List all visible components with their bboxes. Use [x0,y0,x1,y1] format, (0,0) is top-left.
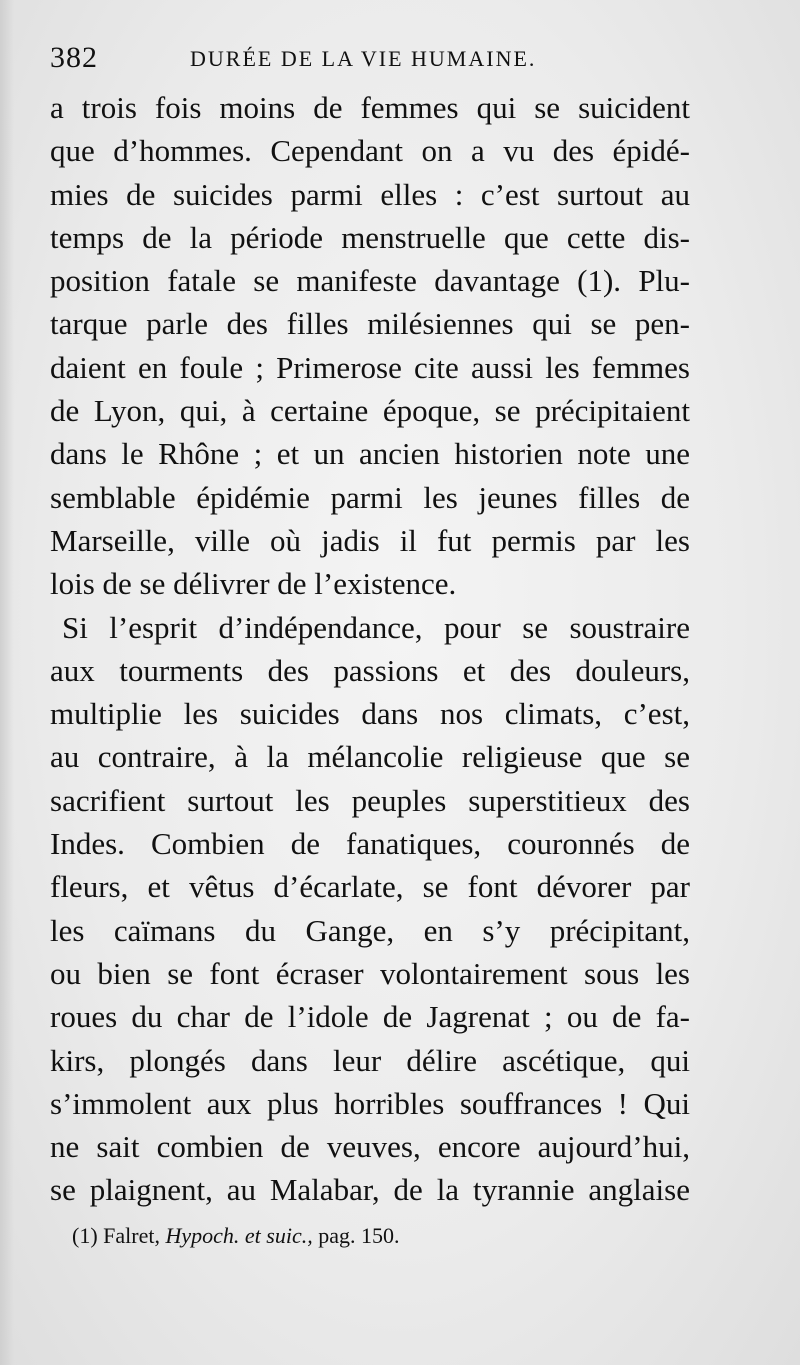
footnote-marker: (1) [72,1223,98,1248]
text-line: Indes. Combien de fanatiques, couronnés de [50,826,690,862]
text-line: s’immolent aux plus horribles souffrances ! Qui [50,1085,690,1121]
text-line: de Lyon, qui, à certaine époque, se précipitaient [50,393,690,429]
text-line: position fatale se manifeste davantage (1). Plu- [50,263,690,299]
text-line: que d’hommes. Cependant on a vu des épidé- [50,133,690,169]
text-line: roues du char de l’idole de Jagrenat ; ou de fa- [50,999,690,1035]
text-line: tarque parle des filles milésiennes qui se pen- [50,306,690,342]
text-line: aux tourments des passions et des douleurs, [50,652,690,688]
text-line: ne sait combien de veuves, encore aujourd’hui, [50,1129,690,1165]
text-line: au contraire, à la mélancolie religieuse que se [50,739,690,775]
text-line: mies de suicides parmi elles : c’est surtout au [50,176,690,212]
paragraph-start-line: Si l’esprit d’indépendance, pour se soustraire [62,609,690,645]
page-edge-shadow [0,0,14,1365]
text-line: dans le Rhône ; et un ancien historien note une [50,436,690,472]
text-line: temps de la période menstruelle que cette dis- [50,219,690,255]
running-head: DURÉE DE LA VIE HUMAINE. [190,46,537,71]
text-line: fleurs, et vêtus d’écarlate, se font dévorer par [50,869,690,905]
text-line: daient en foule ; Primerose cite aussi les femmes [50,349,690,385]
body-text [50,86,690,1212]
footnote-reference: pag. 150. [318,1223,400,1248]
text-line: kirs, plongés dans leur délire ascétique, qui [50,1042,690,1078]
footnote [72,1218,399,1254]
text-line: ou bien se font écraser volontairement sous les [50,955,690,991]
text-line: sacrifient surtout les peuples superstitieux des [50,782,690,818]
text-line: Marseille, ville où jadis il fut permis par les [50,522,690,558]
text-line: semblable épidémie parmi les jeunes filles de [50,479,690,515]
text-line: se plaignent, au Malabar, de la tyrannie anglaise [50,1172,690,1208]
page-number: 382 [50,41,98,74]
text-line: les caïmans du Gange, en s’y précipitant, [50,912,690,948]
text-line: a trois fois moins de femmes qui se suicident [50,90,690,125]
paragraph-end-line: lois de se délivrer de l’existence. [50,566,457,602]
page-header [50,38,690,78]
footnote-title: Hypoch. et suic., [165,1223,313,1248]
text-line: multiplie les suicides dans nos climats, c’est, [50,696,690,732]
footnote-author: Falret, [103,1223,160,1248]
